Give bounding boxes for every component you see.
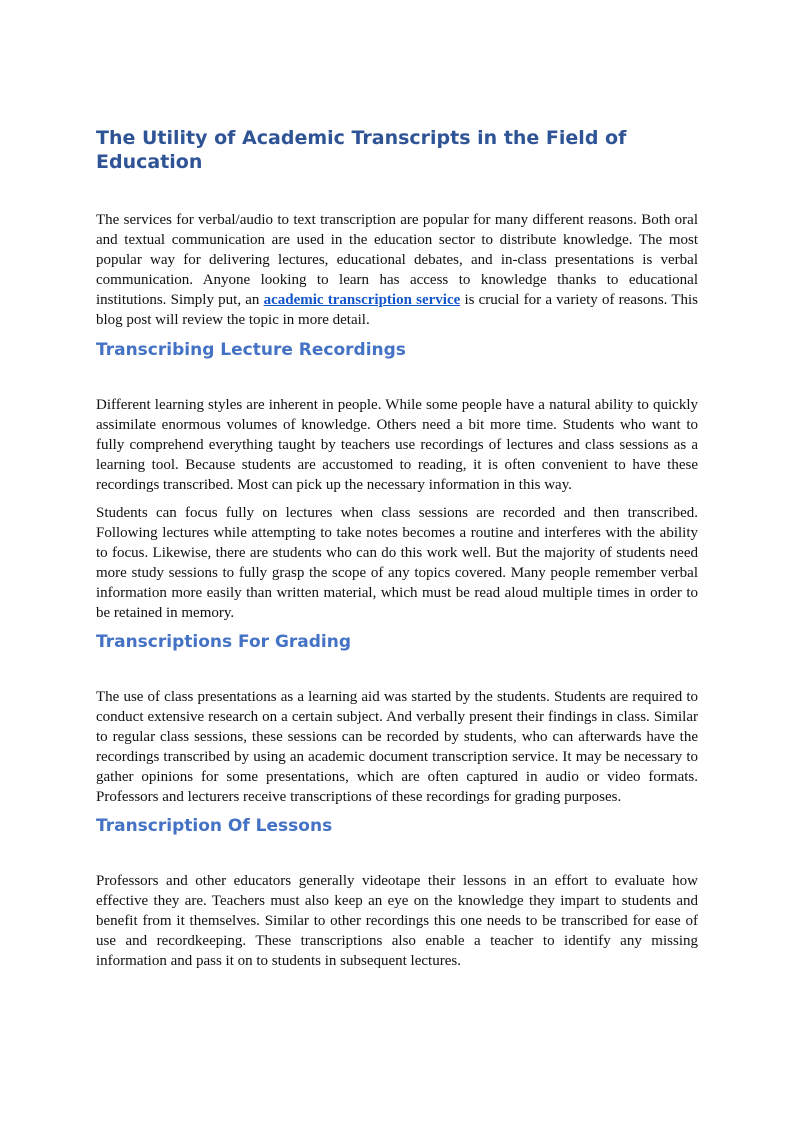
section-paragraph: Professors and other educators generally videotape their lessons in an effort to evaluate how effective they are. Teachers must also keep an eye on the knowledge they impart to students and benefit from it themselves. Similar to other recordings this one needs to be transcribed for ease of use and recordkeeping. These transcriptions also enable a teacher to identify any missing information and pass it on to students in subsequent lectures. <box>96 873 698 969</box>
section-paragraph: The use of class presentations as a learning aid was started by the students. Students are required to conduct extensive research on a certain subject. And verbally present their findings in class. Similar to regular class sessions, these sessions can be recorded by students, who can afterwards have the recordings transcribed by using an academic document transcription service. It may be necessary to gather opinions for some presentations, which are often captured in audio or video formats. Professors and lecturers receive transcriptions of these recordings for grading purposes. <box>96 689 698 805</box>
intro-paragraph <box>96 210 698 330</box>
page-title: The Utility of Academic Transcripts in the Field of Education <box>96 127 627 173</box>
document-page <box>96 126 698 979</box>
intro-text-before-link: The services for verbal/audio to text transcription are popular for many different reasons. Both oral and textual communication are used in the education sector to distribute knowledge. The most popular way for delivering lectures, educational debates, and in-class presentations is verbal communication. Anyone looking to learn has access to knowledge thanks to educational institutions. Simply put, an <box>96 212 698 308</box>
intro-text-after-link: is crucial for a variety of reasons. This blog post will review the topic in more detail. <box>96 292 698 328</box>
section-heading-lessons: Transcription Of Lessons <box>96 816 333 836</box>
section-heading-grading: Transcriptions For Grading <box>96 632 352 652</box>
section-paragraph: Students can focus fully on lectures when class sessions are recorded and then transcribed. Following lectures while attempting to take notes becomes a routine and interferes with the ability to focus. Likewise, there are students who can do this work well. But the majority of students need more study sessions to fully grasp the scope of any topics covered. Many people remember verbal information more easily than written material, which must be read aloud multiple times in order to be retained in memory. <box>96 505 698 621</box>
section-paragraph: Different learning styles are inherent in people. While some people have a natural ability to quickly assimilate enormous volumes of knowledge. Others need a bit more time. Students who want to fully comprehend everything taught by teachers use recordings of lectures and class sessions as a learning tool. Because students are accustomed to reading, it is often convenient to have these recordings transcribed. Most can pick up the necessary information in this way. <box>96 397 698 493</box>
section-heading-lecture-recordings: Transcribing Lecture Recordings <box>96 340 406 360</box>
academic-transcription-service-link[interactable]: academic transcription service <box>263 292 461 308</box>
